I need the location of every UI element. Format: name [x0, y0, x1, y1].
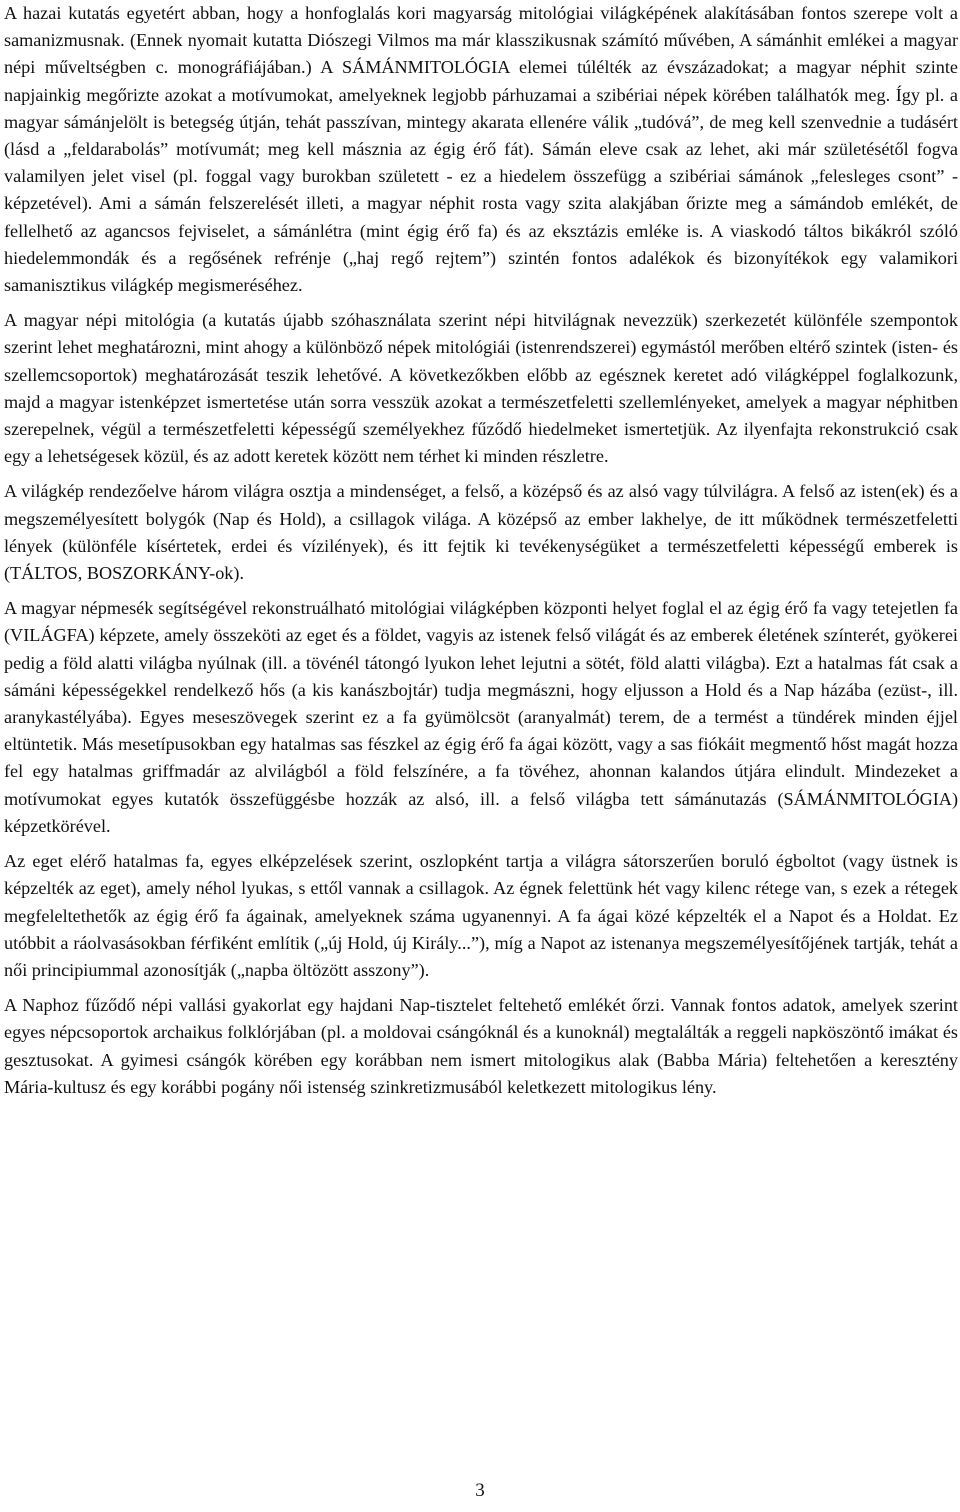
- paragraph-egbolt: Az eget elérő hatalmas fa, egyes elképzelések szerint, oszlopként tartja a világra sátorszerűen boruló égboltot (vagy üstnek is képzelték az eget), amely néhol lyukas, s ettől vannak a csillagok. Az égnek felettünk hét vagy kilenc rétege van, s ezek a rétegek megfeleltethetők az égig érő fa ágainak, amelyeknek száma ugyanennyi. A fa ágai közé képzelték el a Napot és a Holdat. Ez utóbbit a ráolvasásokban férfiként említik („új Hold, új Király...”), míg a Napot az istenanya megszemélyesítőjének tartják, tehát a női principiummal azonosítják („napba öltözött asszony”).: [4, 851, 958, 980]
- paragraph-nepi-mitologia: A magyar népi mitológia (a kutatás újabb szóhasználata szerint népi hitvilágnak nevezzük) szerkezetét különféle szempontok szerint lehet meghatározni, mint ahogy a különböző népek mitológiái (istenrendszerei) egymástól merőben eltérő szintek (isten- és szellemcsoportok) meghatározását teszik lehetővé. A következőkben előbb az egésznek keretet adó világképpel foglalkozunk, majd a magyar istenképzet ismertetése után sorra vesszük azokat a természetfeletti szellemlényeket, amelyek a magyar néphitben szerepelnek, végül a természetfeletti képességű személyekhez fűződő hiedelmeket ismertetjük. Az ilyenfajta rekonstrukció csak egy a lehetségesek közül, és az adott keretek között nem térhet ki minden részletre.: [4, 310, 958, 467]
- paragraph-vilagkep: A világkép rendezőelve három világra osztja a mindenséget, a felső, a középső és az alsó vagy túlvilágra. A felső az isten(ek) és a megszemélyesített bolygók (Nap és Hold), a csillagok világa. A középső az ember lakhelye, de itt működnek természetfeletti lények (különféle kísértetek, erdei és vízilények), és itt fejtik ki tevékenységüket a természetfeletti képességű emberek is (TÁLTOS, BOSZORKÁNY-ok).: [4, 481, 958, 584]
- page-number: 3: [475, 1480, 485, 1501]
- paragraph-samanizmus: A hazai kutatás egyetért abban, hogy a honfoglalás kori magyarság mitológiai világképének alakításában fontos szerepe volt a samanizmusnak. (Ennek nyomait kutatta Diószegi Vilmos ma már klasszikusnak számító művében, A sámánhit emlékei a magyar népi műveltségben c. monográfiájában.) A SÁMÁNMITOLÓGIA elemei túlélték az évszázadokat; a magyar néphit szinte napjainkig megőrizte azokat a motívumokat, amelyeknek legjobb párhuzamai a szibériai népek körében találhatók meg. Így pl. a magyar sámánjelölt is betegség útján, tehát passzívan, mintegy akarata ellenére válik „tudóvá”, de meg kell szenvednie a tudásért (lásd a „feldarabolás” motívumát; meg kell másznia az égig érő fát). Sámán eleve csak az lehet, aki már születésétől fogva valamilyen jelet visel (pl. foggal vagy burokban született - ez a hiedelem összefügg a szibériai sámánok „felesleges csont” - képzetével). Ami a sámán felszerelését illeti, a magyar néphit rosta vagy szita alakjában őrizte meg a sámándob emlékét, de fellelhető az agancsos fejviselet, a sámánlétra (mint égig érő fa) és az eksztázis emléke is. A viaskodó táltos bikákról szóló hiedelemmondák és a regősének refrénje („haj regő rejtem”) szintén fontos adalékok és bizonyítékok egy valamikori samanisztikus világkép megismeréséhez.: [4, 3, 958, 296]
- document-body: [4, 0, 958, 1109]
- paragraph-nap-tisztelet: A Naphoz fűződő népi vallási gyakorlat egy hajdani Nap-tisztelet feltehető emlékét őrzi. Vannak fontos adatok, amelyek szerint egyes népcsoportok archaikus folklórjában (pl. a moldovai csángóknál és a kunoknál) megtalálták a reggeli napköszöntő imákat és gesztusokat. A gyimesi csángók körében egy korábban nem ismert mitologikus alak (Babba Mária) feltehetően a keresztény Mária-kultusz és egy korábbi pogány női istenség szinkretizmusából keletkezett mitologikus lény.: [4, 995, 958, 1097]
- paragraph-vilagfa: A magyar népmesék segítségével rekonstruálható mitológiai világképben központi helyet foglal el az égig érő fa vagy tetejetlen fa (VILÁGFA) képzete, amely összeköti az eget és a földet, vagyis az istenek felső világát és az emberek életének színterét, gyökerei pedig a föld alatti világba nyúlnak (ill. a tövénél tátongó lyukon lehet lejutni a sötét, föld alatti világba). Ezt a hatalmas fát csak a sámáni képességekkel rendelkező hős (a kis kanászbojtár) tudja megmászni, hogy eljusson a Hold és a Nap házába (ezüst-, ill. aranykastélyába). Egyes meseszövegek szerint ez a fa gyümölcsöt (aranyalmát) terem, de a termést a tündérek minden éjjel eltüntetik. Más mesetípusokban egy hatalmas sas fészkel az égig érő fa ágai között, vagy a sas fiókáit megmentő hőst magát hozza fel egy hatalmas griffmadár az alvilágból a föld felszínére, a fa tövéhez, ahonnan kalandos útjára elindult. Mindezeket a motívumokat egyes kutatók összefüggésbe hozzák az alsó, ill. a felső világba tett sámánutazás (SÁMÁNMITOLÓGIA) képzetkörével.: [4, 598, 958, 836]
